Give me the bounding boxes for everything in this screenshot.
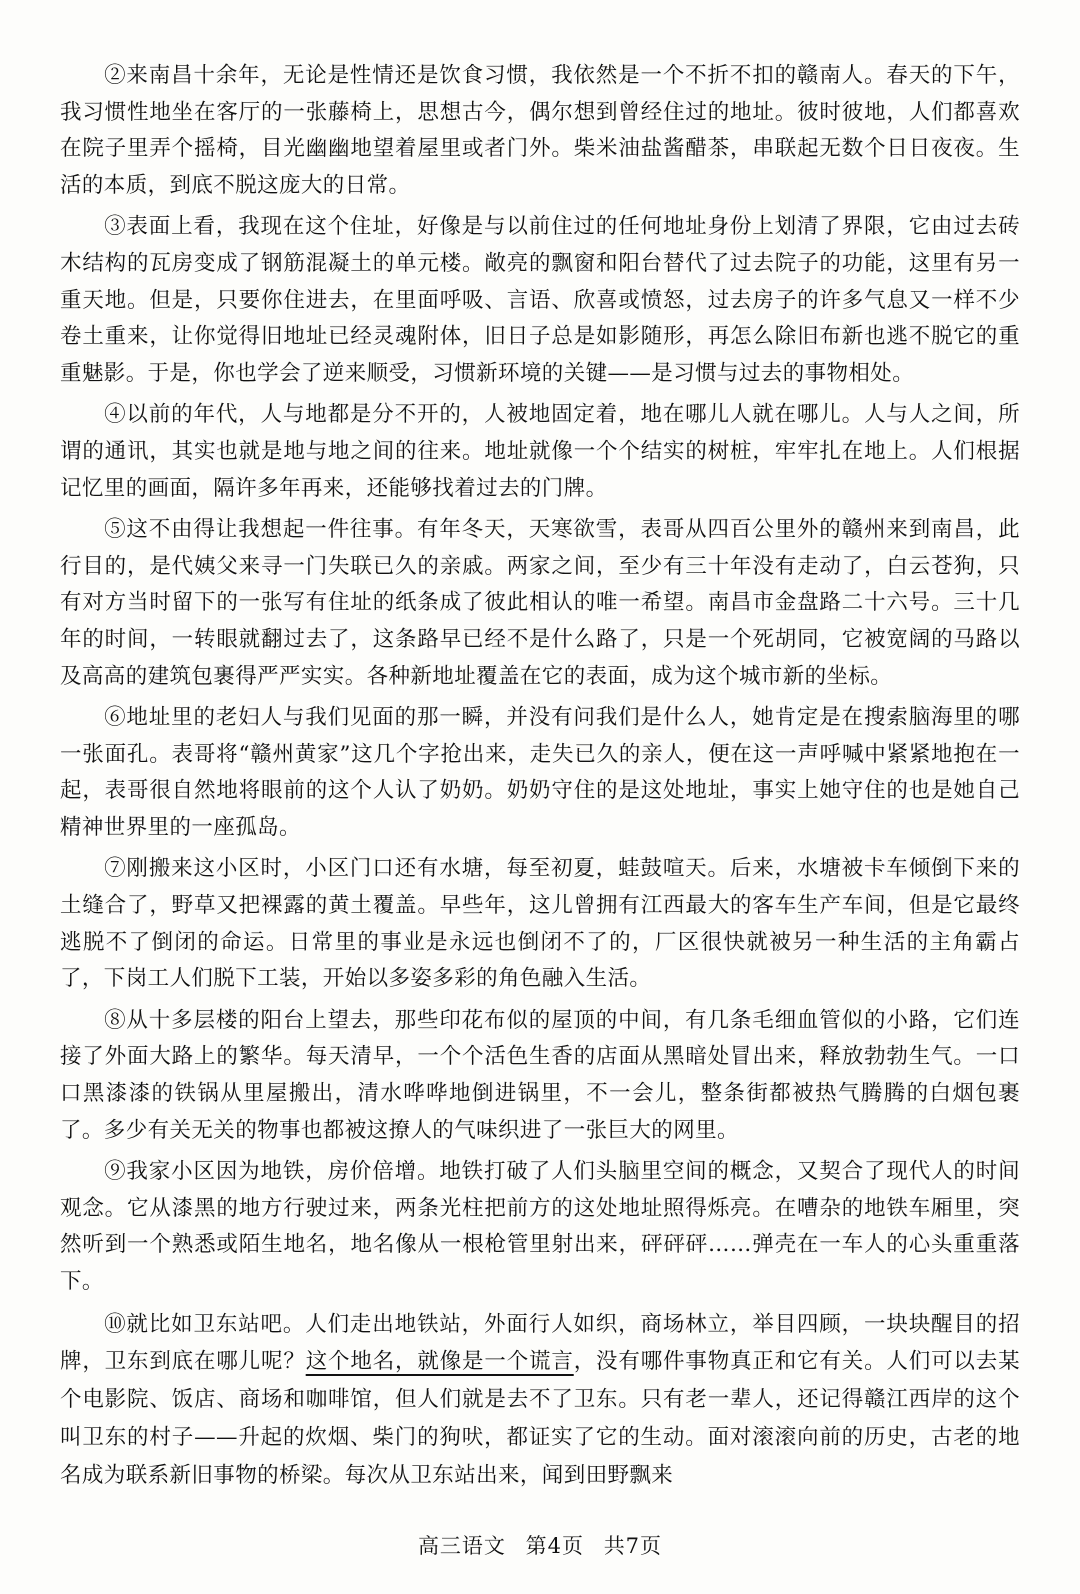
paragraph-text: 地址里的老妇人与我们见面的那一瞬，并没有问我们是什么人，她肯定是在搜索脑海里的哪一张面孔。表哥将“赣州黄家”这几个字抢出来，走失已久的亲人，便在这一声呼喊中紧紧地抱在一起，表哥很自然地将眼前的这个人认了奶奶。奶奶守住的是这处地址，事实上她守住的也是她自己精神世界里的一座孤岛。 xyxy=(60,705,1020,840)
paragraph-text: 刚搬来这小区时，小区门口还有水塘，每至初夏，蛙鼓喧天。后来，水塘被卡车倾倒下来的土缝合了，野草又把裸露的黄土覆盖。早些年，这儿曾拥有江西最大的客车生产车间，但是它最终逃脱不了倒闭的命运。日常里的事业是永远也倒闭不了的，厂区很快就被另一种生活的主角霸占了，下岗工人们脱下工装，开始以多姿多彩的角色融入生活。 xyxy=(60,856,1020,992)
paragraph-text: 以前的年代，人与地都是分不开的，人被地固定着，地在哪儿人就在哪儿。人与人之间，所谓的通讯，其实也就是地与地之间的往来。地址就像一个个结实的树桩，牢牢扎在地上。人们根据记忆里的画面，隔许多年再来，还能够找着过去的门牌。 xyxy=(60,402,1020,501)
footer-subject: 高三语文 xyxy=(417,1534,506,1558)
underlined-phrase: 这个地名，就像是一个谎言 xyxy=(305,1349,574,1375)
paragraph-number: ⑤ xyxy=(104,517,127,543)
paragraph-10 xyxy=(60,1306,1020,1495)
paragraph-number: ⑩ xyxy=(104,1311,127,1337)
paragraph-number: ⑧ xyxy=(104,1007,127,1033)
paragraph-7 xyxy=(60,851,1020,997)
paragraph-text: 就比如卫东站吧。人们走出地铁站，外面行人如织，商场林立，举目四顾，一块块醒目的招牌，卫东到底在哪儿呢？ xyxy=(60,1311,1020,1375)
paragraph-number: ② xyxy=(104,63,127,88)
article-body xyxy=(60,58,1020,1500)
paragraph-number: ③ xyxy=(104,214,127,240)
footer-page-number: 第4页 xyxy=(525,1534,584,1558)
paragraph-number: ⑦ xyxy=(104,856,127,882)
paragraph-number: ④ xyxy=(104,402,127,428)
paragraph-text: 我家小区因为地铁，房价倍增。地铁打破了人们头脑里空间的概念，又契合了现代人的时间观念。它从漆黑的地方行驶过来，两条光柱把前方的这处地址照得烁亮。在嘈杂的地铁车厢里，突然听到一个熟悉或陌生地名，地名像从一根枪管里射出来，砰砰砰……弹壳在一车人的心头重重落下。 xyxy=(60,1159,1020,1294)
paragraph-8 xyxy=(60,1003,1020,1149)
paragraph-text: 从十多层楼的阳台上望去，那些印花布似的屋顶的中间，有几条毛细血管似的小路，它们连接了外面大路上的繁华。每天清早，一个个活色生香的店面从黑暗处冒出来，释放勃勃生气。一口口黑漆漆的铁锅从里屋搬出，清水哗哗地倒进锅里，不一会儿，整条街都被热气腾腾的白烟包裹了。多少有关无关的物事也都被这撩人的气味织进了一张巨大的网里。 xyxy=(60,1007,1020,1143)
paragraph-number: ⑨ xyxy=(104,1159,127,1185)
paragraph-number: ⑥ xyxy=(104,705,127,731)
paragraph-text: 这不由得让我想起一件往事。有年冬天，天寒欲雪，表哥从四百公里外的赣州来到南昌，此行目的，是代姨父来寻一门失联已久的亲戚。两家之间，至少有三十年没有走动了，白云苍狗，只有对方当时留下的一张写有住址的纸条成了彼此相认的唯一希望。南昌市金盘路二十六号。三十几年的时间，一转眼就翻过去了，这条路早已经不是什么路了，只是一个死胡同，它被宽阔的马路以及高高的建筑包裹得严严实实。各种新地址覆盖在它的表面，成为这个城市新的坐标。 xyxy=(60,517,1020,689)
paragraph-text-continued: ，没有哪件事物真正和它有关。人们可以去某个电影院、饭店、商场和咖啡馆，但人们就是去不了卫东。只有老一辈人，还记得赣江西岸的这个叫卫东的村子——升起的炊烟、柴门的狗吠，都证实了它的生动。面对滚滚向前的历史，古老的地名成为联系新旧事物的桥梁。每次从卫东站出来，闻到田野飘来 xyxy=(60,1349,1020,1488)
page-footer xyxy=(0,1530,1080,1560)
paragraph-9 xyxy=(60,1154,1020,1300)
paragraph-text: 来南昌十余年，无论是性情还是饮食习惯，我依然是一个不折不扣的赣南人。春天的下午，我习惯性地坐在客厅的一张藤椅上，思想古今，偶尔想到曾经住过的地址。彼时彼地，人们都喜欢在院子里弄个摇椅，目光幽幽地望着屋里或者门外。柴米油盐酱醋茶，串联起无数个日日夜夜。生活的本质，到底不脱这庞大的日常。 xyxy=(60,63,1020,198)
paragraph-text: 表面上看，我现在这个住址，好像是与以前住过的任何地址身份上划清了界限，它由过去砖木结构的瓦房变成了钢筋混凝土的单元楼。敞亮的飘窗和阳台替代了过去院子的功能，这里有另一重天地。但是，只要你住进去，在里面呼吸、言语、欣喜或愤怒，过去房子的许多气息又一样不少卷土重来，让你觉得旧地址已经灵魂附体，旧日子总是如影随形，再怎么除旧布新也逃不脱它的重重魅影。于是，你也学会了逆来顺受，习惯新环境的关键——是习惯与过去的事物相处。 xyxy=(60,214,1020,386)
paragraph-2 xyxy=(60,58,1020,204)
paragraph-5 xyxy=(60,512,1020,695)
paragraph-6 xyxy=(60,700,1020,846)
footer-total-pages: 共7页 xyxy=(603,1534,663,1558)
paragraph-3 xyxy=(60,209,1020,392)
paragraph-4 xyxy=(60,397,1020,507)
